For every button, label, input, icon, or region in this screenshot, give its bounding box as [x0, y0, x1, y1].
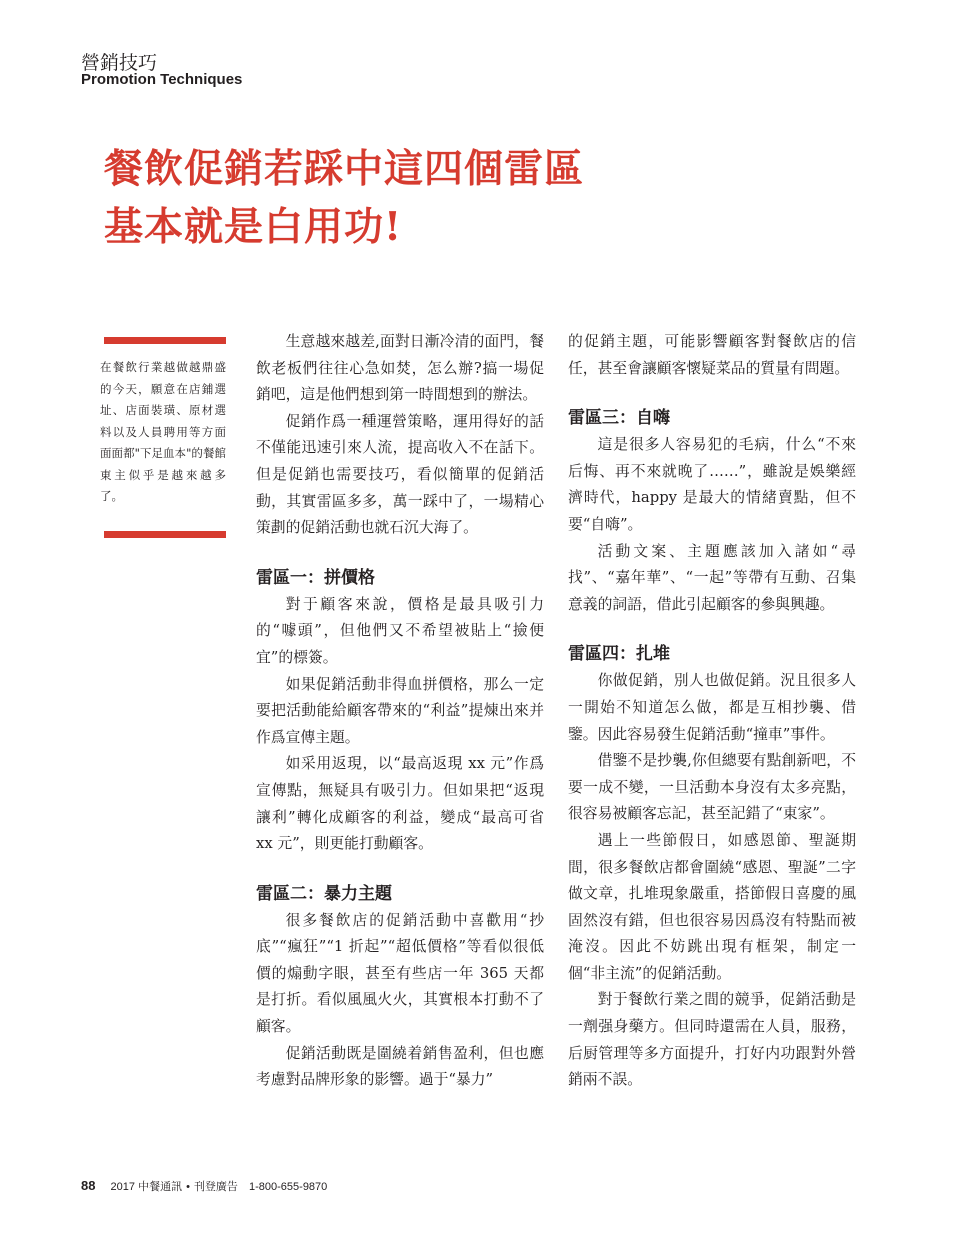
sidebar-top-rule [104, 337, 226, 344]
paragraph: 如采用返現，以“最高返現 xx 元”作爲宣傳點，無疑具有吸引力。但如果把“返現讓利”轉化成顧客的利益，變成“最高可省 xx 元”，則更能打動顧客。 [256, 755, 544, 853]
paragraph: 如果促銷活動非得血拼價格，那么一定要把活動能給顧客帶來的“利益”提煉出來并作爲宣傳主題。 [256, 675, 544, 746]
section-label-en: Promotion Techniques [81, 71, 243, 88]
paragraph: 促銷作爲一種運營策略，運用得好的話不僅能迅速引來人流，提高收入不在話下。但是促銷也需要技巧，看似簡單的促銷活動，其實雷區多多，萬一踩中了，一場精心策劃的促銷活動也就石沉大海了。 [256, 412, 544, 537]
paragraph: 這是很多人容易犯的毛病，什么“不來后悔、再不來就晚了……”，雖說是娛樂經濟時代，happy 是最大的情緒賣點，但不要“自嗨”。 [568, 436, 856, 533]
paragraph: 遇上一些節假日，如感恩節、聖誕期間，很多餐飲店都會圍繞“感恩、聖誕”二字做文章，扎堆現象嚴重，搭節假日喜慶的風固然沒有錯，但也很容易因爲沒有特點而被淹沒。因此不妨跳出現有框架，制定一個“非主流”的促銷活動。 [568, 831, 856, 982]
headline-line-2: 基本就是白用功! [104, 204, 403, 250]
footer-phone: 1-800-655-9870 [249, 1181, 328, 1193]
paragraph: 對于餐飲行業之間的競爭，促銷活動是一劑强身藥方。但同時還需在人員，服務，后厨管理等多方面提升，打好内功跟對外營銷兩不誤。 [568, 991, 856, 1089]
paragraph: 活動文案、主題應該加入諸如“尋找”、“嘉年華”、“一起”等帶有互動、召集意義的詞語，借此引起顧客的參與興趣。 [568, 542, 856, 613]
paragraph: 的促銷主題，可能影響顧客對餐飲店的信任，甚至會讓顧客懷疑菜品的質量有問題。 [568, 333, 856, 377]
section-label-zh: 營銷技巧 [81, 52, 158, 74]
subheading-minefield-4: 雷區四：扎堆 [568, 644, 670, 665]
footer-separator: • [186, 1181, 190, 1193]
page-footer [81, 1178, 327, 1194]
article-column-2 [568, 329, 856, 1094]
paragraph: 借鑒不是抄襲,你但總要有點創新吧，不要一成不變，一旦活動本身沒有太多亮點，很容易被顧客忘記，甚至記錯了“東家”。 [568, 752, 856, 823]
subheading-minefield-1: 雷區一：拼價格 [256, 567, 375, 588]
article-column-1 [256, 329, 544, 1094]
paragraph: 對于顧客來說，價格是最具吸引力的“噱頭”，但他們又不希望被貼上“撿便宜”的標簽。 [256, 595, 544, 666]
sidebar-bottom-rule [104, 531, 226, 538]
sidebar-intro: 在餐飲行業越做越鼎盛的今天，願意在店鋪選址、店面裝璜、原材選料以及人員聘用等方面面面都"下足血本"的餐館東主似乎是越來越多了。 [100, 360, 226, 503]
footer-ad-label: 刊登廣告 [193, 1181, 238, 1193]
paragraph: 促銷活動既是圍繞着銷售盈利，但也應考慮對品牌形象的影響。過于“暴力” [256, 1044, 544, 1089]
subheading-minefield-2: 雷區二：暴力主題 [256, 883, 392, 904]
footer-year: 2017 [110, 1181, 136, 1193]
footer-publication: 中餐通訊 [138, 1181, 183, 1193]
article-headline [104, 140, 584, 256]
paragraph: 生意越來越差,面對日漸冷清的面門，餐飲老板們往往心急如焚，怎么辦?搞一場促銷吧，這是他們想到第一時間想到的辦法。 [256, 333, 544, 404]
paragraph: 你做促銷，別人也做促銷。況且很多人一開始不知道怎么做，都是互相抄襲、借鑒。因此容易發生促銷活動“撞車”事件。 [568, 672, 856, 743]
headline-line-1: 餐飲促銷若踩中這四個雷區 [104, 146, 585, 192]
subheading-minefield-3: 雷區三：自嗨 [568, 408, 670, 429]
paragraph: 很多餐飲店的促銷活動中喜歡用“抄底”“瘋狂”“1 折起”“超低價格”等看似很低價的煽動字眼，甚至有些店一年 365 天都是打折。看似風風火火，其實根本打動不了顧客。 [256, 911, 544, 1036]
page-number: 88 [81, 1178, 96, 1193]
